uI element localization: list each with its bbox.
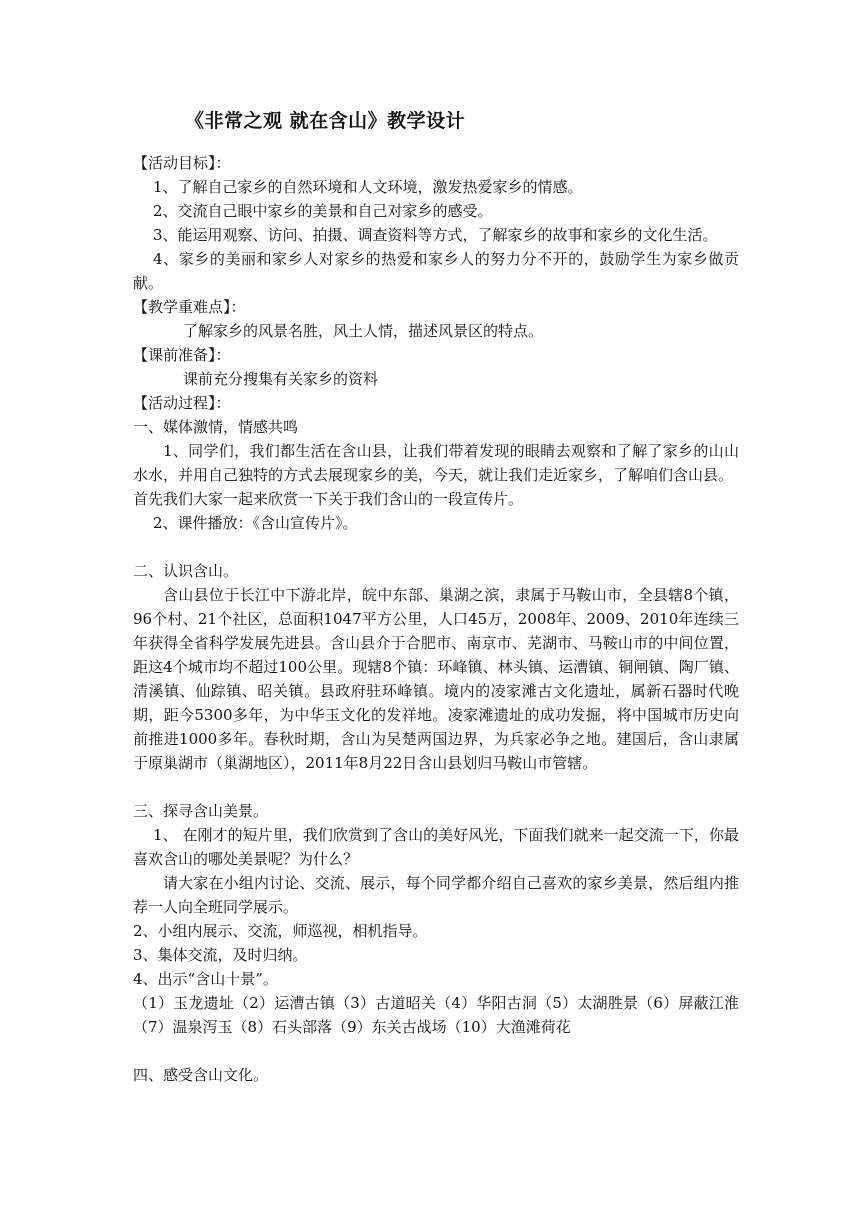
blank-line [133, 535, 739, 559]
paragraph: 含山县位于长江中下游北岸，皖中东部、巢湖之滨，隶属于马鞍山市，全县辖8个镇，96个村、21个社区，总面积1047平方公里，人口45万，2008年、2009、2010年连续三年获得全省科学发展先进县。含山县介于合肥市、南京市、芜湖市、马鞍山市的中间位置，距这4个城市均不超过100公里。现辖8个镇：环峰镇、林头镇、运漕镇、铜闸镇、陶厂镇、清溪镇、仙踪镇、昭关镇。县政府驻环峰镇。境内的凌家滩古文化遗址，属新石器时代晚期，距今5300多年，为中华玉文化的发祥地。凌家滩遗址的成功发掘，将中国城市历史向前推进1000多年。春秋时期，含山为吴楚两国边界，为兵家必争之地。建国后，含山隶属于原巢湖市（巢湖地区），2011年8月22日含山县划归马鞍山市管辖。 [133, 586, 739, 772]
document-body [133, 151, 739, 1087]
goal-item: 1、了解自己家乡的自然环境和人文环境，激发热爱家乡的情感。 [153, 178, 583, 196]
paragraph: 4、出示“含山十景”。 [133, 970, 278, 988]
process-heading: 【活动过程】： [133, 394, 231, 412]
goal-item: 3、能运用观察、访问、拍摄、调查资料等方式，了解家乡的故事和家乡的文化生活。 [153, 226, 718, 244]
blank-line [133, 1039, 739, 1063]
document-title: 《非常之观 就在含山》教学设计 [185, 110, 466, 132]
goal-item: 2、交流自己眼中家乡的美景和自己对家乡的感受。 [153, 202, 493, 220]
paragraph: 1、 在刚才的短片里，我们欣赏到了含山的美好风光，下面我们就来一起交流一下，你最喜欢含山的哪处美景呢？为什么？ [133, 826, 739, 868]
blank-line [133, 775, 739, 799]
section-heading: 四、感受含山文化。 [133, 1066, 269, 1084]
key-points-heading: 【教学重难点】： [133, 298, 246, 316]
paragraph: 首先我们大家一起来欣赏一下关于我们含山的一段宣传片。 [133, 490, 524, 508]
paragraph: 2、小组内展示、交流，师巡视，相机指导。 [133, 922, 428, 940]
key-points-text: 了解家乡的风景名胜，风土人情，描述风景区的特点。 [183, 322, 544, 340]
section-heading: 一、媒体激情，情感共鸣 [133, 418, 299, 436]
section-heading: 三、探寻含山美景。 [133, 802, 269, 820]
paragraph: 3、集体交流，及时归纳。 [133, 946, 308, 964]
scenery-list: （1）玉龙遗址（2）运漕古镇（3）古道昭关（4）华阳古洞（5）太湖胜景（6）屏蔽江淮（7）温泉泻玉（8）石头部落（9）东关古战场（10）大渔滩荷花 [133, 994, 739, 1036]
paragraph: 请大家在小组内讨论、交流、展示，每个同学都介绍自己喜欢的家乡美景，然后组内推荐一人向全班同学展示。 [133, 874, 739, 916]
goals-heading: 【活动目标】： [133, 154, 231, 172]
section-heading: 二、认识含山。 [133, 562, 239, 580]
goal-item: 4、家乡的美丽和家乡人对家乡的热爱和家乡人的努力分不开的，鼓励学生为家乡做贡献。 [133, 250, 739, 292]
paragraph: 2、课件播放：《含山宣传片》。 [153, 514, 358, 532]
preparation-heading: 【课前准备】： [133, 346, 231, 364]
preparation-text: 课前充分搜集有关家乡的资料 [183, 370, 379, 388]
paragraph: 1、同学们，我们都生活在含山县，让我们带着发现的眼睛去观察和了解了家乡的山山水水，并用自己独特的方式去展现家乡的美，今天，就让我们走近家乡，了解咱们含山县。 [133, 442, 739, 484]
